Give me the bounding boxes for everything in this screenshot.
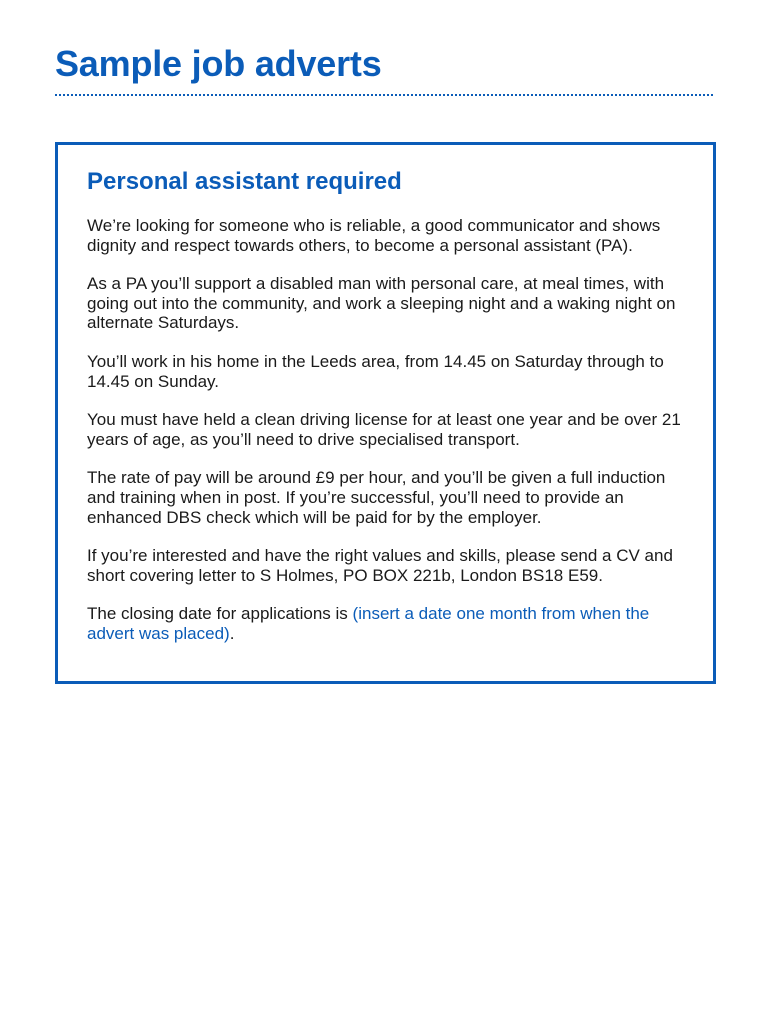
advert-paragraph-closing-date	[87, 604, 692, 643]
advert-paragraph-location-hours: You’ll work in his home in the Leeds area, from 14.45 on Saturday through to 14.45 on Sunday.	[87, 351, 664, 391]
closing-date-prefix: The closing date for applications is	[87, 604, 353, 624]
closing-date-suffix: .	[229, 623, 235, 643]
page-title: Sample job adverts	[55, 43, 382, 84]
advert-paragraph-requirements: You must have held a clean driving license for at least one year and be over 21 years of age, as you’ll need to drive specialised transport.	[87, 410, 681, 449]
closing-date-placeholder: (insert a date one month from when the advert was placed)	[87, 604, 650, 643]
advert-heading: Personal assistant required	[87, 168, 402, 195]
advert-paragraph-pay: The rate of pay will be around £9 per hour, and you’ll be given a full induction and training when in post. If you’re successful, you’ll need to provide an enhanced DBS check which will be paid for by the employer.	[87, 468, 666, 527]
advert-paragraph-how-to-apply: If you’re interested and have the right values and skills, please send a CV and short covering letter to S Holmes, PO BOX 221b, London BS18 E59.	[87, 546, 673, 585]
advert-paragraph-duties: As a PA you’ll support a disabled man with personal care, at meal times, with going out into the community, and work a sleeping night and a waking night on alternate Saturdays.	[87, 274, 676, 333]
job-advert-content	[87, 165, 692, 663]
job-advert-box	[55, 142, 716, 684]
title-divider	[55, 94, 713, 96]
advert-paragraph-intro: We’re looking for someone who is reliable, a good communicator and shows dignity and respect towards others, to become a personal assistant (PA).	[87, 216, 661, 255]
